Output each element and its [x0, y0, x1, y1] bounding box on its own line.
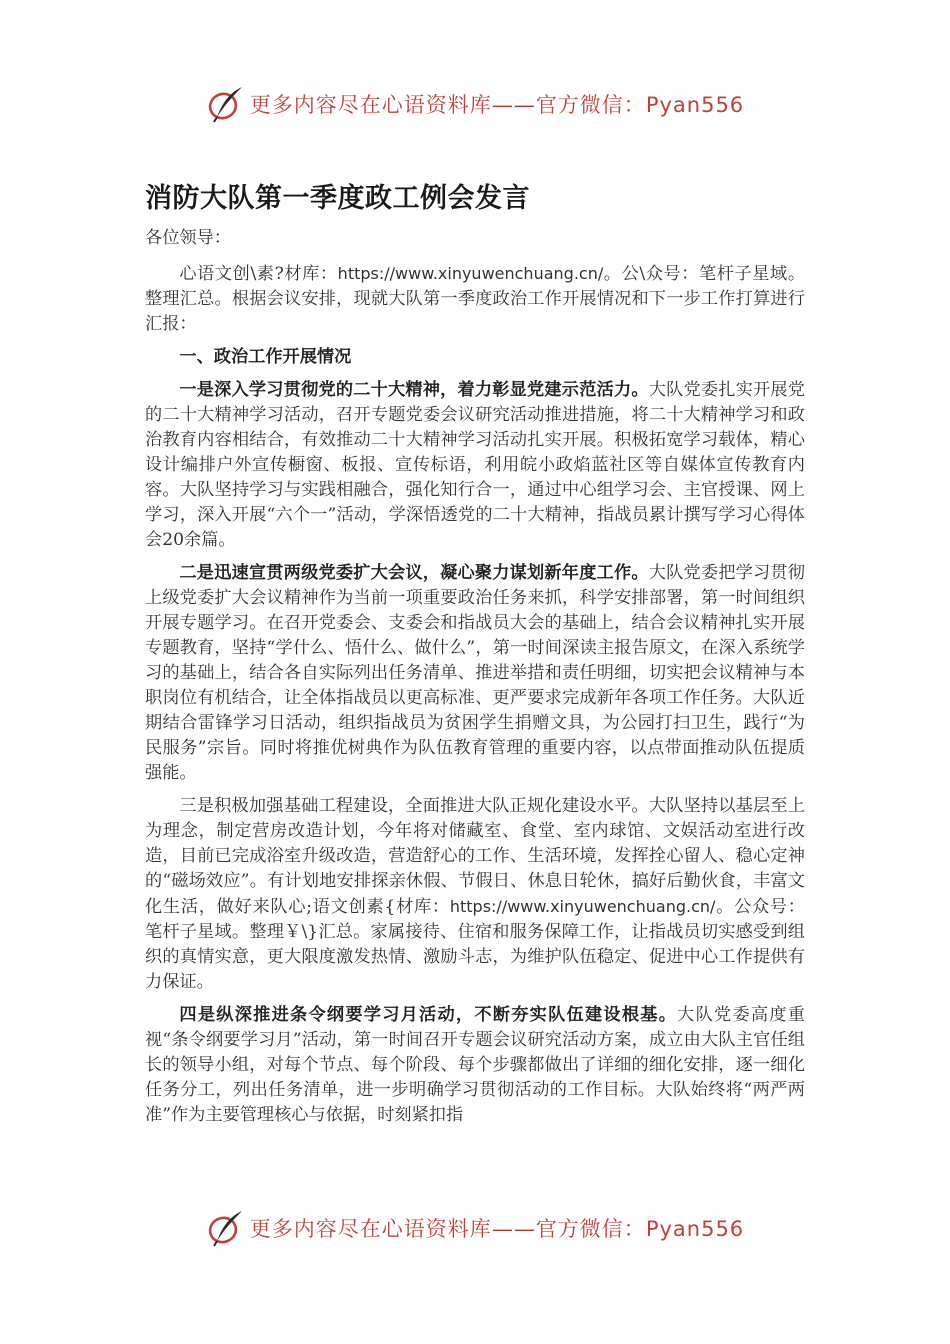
banner-wechat-id: Pyan556: [645, 1217, 745, 1241]
intro-paragraph: [145, 261, 805, 337]
banner-text: [250, 89, 744, 119]
footer-banner: [0, 1202, 950, 1254]
intro-url: https://www.xinyuwenchuang.cn/: [337, 264, 604, 283]
greeting: 各位领导：: [145, 228, 231, 248]
banner-main-text: 更多内容尽在心语资料库: [249, 93, 492, 117]
banner-separator: ——: [491, 93, 536, 117]
banner-wechat-id: Pyan556: [645, 93, 745, 117]
paragraph-3-url: https://www.xinyuwenchuang.cn/: [449, 897, 716, 916]
intro-prefix: 心语文创\素?材库：: [179, 264, 338, 284]
paragraph-2-lead: 二是迅速宣贯两级党委扩大会议，凝心聚力谋划新年度工作。: [179, 563, 649, 583]
banner-text: [250, 1213, 744, 1243]
section-heading: 一、政治工作开展情况: [179, 347, 352, 367]
banner-main-text: 更多内容尽在心语资料库: [249, 1217, 492, 1241]
intro-rest: 。公\众号：笔杆子星域。整理汇总。根据会议安排，现就大队第一季度政治工作开展情况和下一步工作打算进行汇报：: [145, 264, 806, 334]
paragraph-2: [145, 561, 805, 786]
document-title: 消防大队第一季度政工例会发言: [145, 183, 530, 214]
paragraph-4: [145, 1003, 805, 1128]
paragraph-1-lead: 一是深入学习贯彻党的二十大精神，着力彰显党建示范活力。: [179, 380, 649, 400]
paragraph-4-lead: 四是纵深推进条令纲要学习月活动，不断夯实队伍建设根基。: [179, 1005, 678, 1025]
banner-wechat-label: 官方微信：: [535, 93, 646, 117]
paragraph-2-body: 大队党委把学习贯彻上级党委扩大会议精神作为当前一项重要政治任务来抓，科学安排部署，第一时间组织开展专题学习。在召开党委会、支委会和指战员大会的基础上，结合会议精神扎实开展专题教育，坚持“学什么、悟什么、做什么”，第一时间深读主报告原文，在深入系统学习的基础上，结合各自实际列出任务清单、推进举措和责任明细，切实把会议精神与本职岗位有机结合，让全体指战员以更高标准、更严要求完成新年各项工作任务。大队近期结合雷锋学习日活动，组织指战员为贫困学生捐赠文具，为公园打扫卫生，践行“为民服务”宗旨。同时将推优树典作为队伍教育管理的重要内容，以点带面推动队伍提质强能。: [145, 563, 805, 783]
quill-logo-icon: [206, 1208, 246, 1248]
paragraph-1-body: 大队党委扎实开展党的二十大精神学习活动，召开专题党委会议研究活动推进措施，将二十大精神学习和政治教育内容相结合，有效推动二十大精神学习活动扎实开展。积极拓宽学习载体，精心设计编排户外宣传橱窗、板报、宣传标语，利用皖小政焰蓝社区等自媒体宣传教育内容。大队坚持学习与实践相融合，强化知行合一，通过中心组学习会、主官授课、网上学习，深入开展“六个一”活动，学深悟透党的二十大精神，指战员累计撰写学习心得体会20余篇。: [145, 380, 805, 550]
paragraph-1: [145, 378, 805, 553]
paragraph-3-text-b: 。公众号：笔杆子星域。整理￥\}汇总。家属接待、住宿和服务保障工作，让指战员切实感受到组织的真情实意，更大限度激发热情、激励斗志，为维护队伍稳定、促进中心工作提供有力保证。: [145, 897, 805, 992]
paragraph-3: [145, 794, 805, 995]
document-body: [145, 226, 805, 1136]
paragraph-4-body: 大队党委高度重视“条令纲要学习月”活动，第一时间召开专题会议研究活动方案，成立由大队主官任组长的领导小组，对每个节点、每个阶段、每个步骤都做出了详细的细化安排，逐一细化任务分工，列出任务清单，进一步明确学习贯彻活动的工作目标。大队始终将“两严两准”作为主要管理核心与依据，时刻紧扣指: [145, 1005, 805, 1125]
banner-wechat-label: 官方微信：: [535, 1217, 646, 1241]
paragraph-3-text-a: 三是积极加强基础工程建设，全面推进大队正规化建设水平。大队坚持以基层至上为理念，制定营房改造计划，今年将对储藏室、食堂、室内球馆、文娱活动室进行改造，目前已完成浴室升级改造，营造舒心的工作、生活环境，发挥拴心留人、稳心定神的“磁场效应”。有计划地安排探亲休假、节假日、休息日轮休，搞好后勤伙食，丰富文化生活，做好来队心;语文创素{材库：: [145, 796, 805, 917]
header-banner: [0, 78, 950, 130]
banner-separator: ——: [491, 1217, 536, 1241]
quill-logo-icon: [206, 84, 246, 124]
